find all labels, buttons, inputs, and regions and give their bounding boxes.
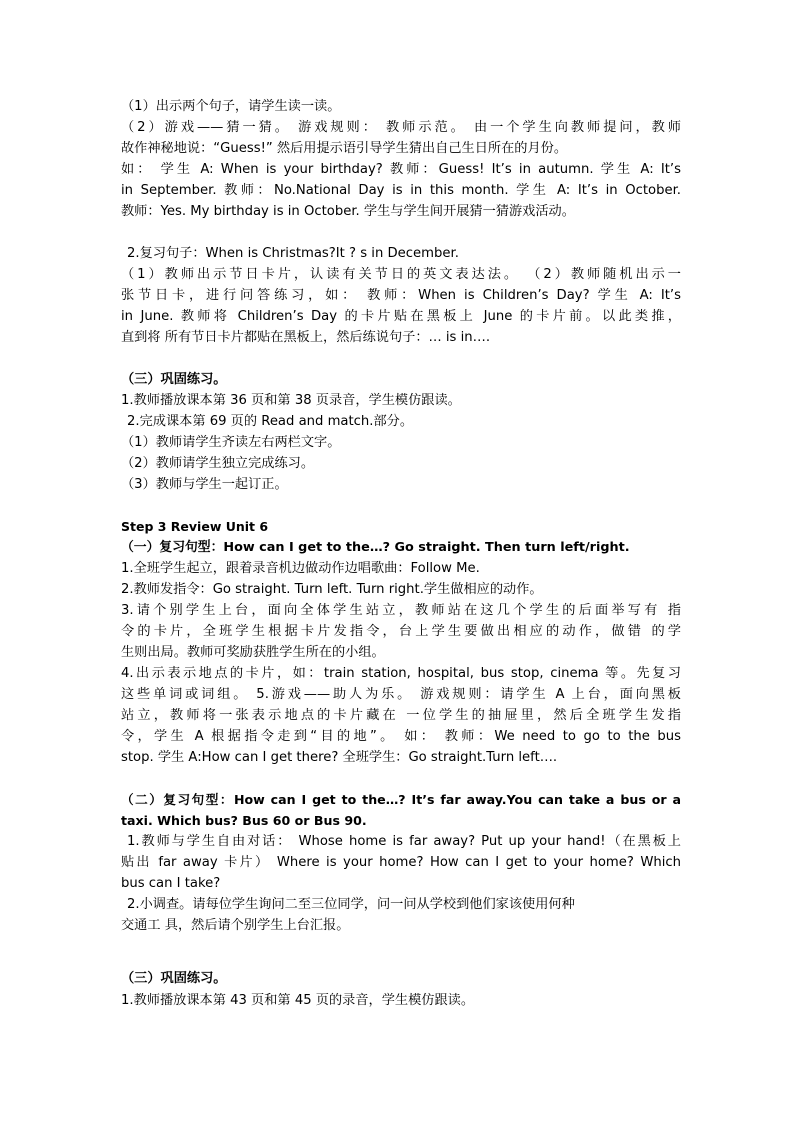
section-heading: （三）巩固练习。 — [121, 971, 227, 986]
text-line: 生则出局。教师可奖励获胜学生所在的小组。 — [121, 645, 385, 660]
text-line: 1.教师与学生自由对话： Whose home is far away? Put up your hand!（在黑板上 — [127, 834, 681, 849]
text-line: （1）教师出示节日卡片，认读有关节日的英文表达法。 （2）教师随机出示一 — [121, 267, 681, 282]
text-line: （1）教师请学生齐读左右两栏文字。 — [121, 435, 341, 450]
text-line: 4.出示表示地点的卡片，如：train station, hospital, bus stop, cinema 等。先复习 — [121, 666, 681, 681]
text-line: 2.教师发指令：Go straight. Turn left. Turn right.学生做相应的动作。 — [121, 582, 543, 597]
text-line: （1）出示两个句子，请学生读一读。 — [121, 99, 341, 114]
text-line: bus can I take? — [121, 876, 221, 891]
text-line: （2）教师请学生独立完成练习。 — [121, 456, 315, 471]
text-line: in June. 教师将 Children’s Day 的卡片贴在黑板上 June 的卡片前。以此类推， — [121, 309, 681, 324]
text-line: in September. 教师：No.National Day is in this month. 学生 A: It’s in October. — [121, 183, 681, 198]
text-line: 2.完成课本第 69 页的 Read and match.部分。 — [127, 414, 414, 429]
text-line: 直到将 所有节日卡片都贴在黑板上，然后练说句子：… is in…. — [121, 330, 491, 345]
step-heading: Step 3 Review Unit 6 — [121, 519, 269, 534]
text-line: 如： 学生 A: When is your birthday? 教师：Guess! It’s in autumn. 学生 A: It’s — [121, 162, 681, 177]
text-line: 贴出 far away 卡片） Where is your home? How can I get to your home? Which — [121, 855, 681, 870]
text-line: 3.请个别学生上台，面向全体学生站立，教师站在这几个学生的后面举写有 指 — [121, 603, 681, 618]
text-line: 1.全班学生起立，跟着录音机边做动作边唱歌曲：Follow Me. — [121, 561, 480, 576]
text-line: 教师：Yes. My birthday is in October. 学生与学生间开展猜一猜游戏活动。 — [121, 204, 575, 219]
text-line: 站立，教师将一张表示地点的卡片藏在 一位学生的抽屉里，然后全班学生发指 — [121, 708, 681, 723]
text-line: 令，学生 A 根据指令走到“目的地”。 如： 教师：We need to go to the bus — [121, 729, 681, 744]
section-heading: （一）复习句型：How can I get to the…? Go straight. Then turn left/right. — [121, 540, 630, 555]
text-line: 2.小调查。请每位学生询问二至三位同学，问一问从学校到他们家该使用何种 — [127, 897, 575, 912]
text-line: （2）游戏——猜一猜。 游戏规则： 教师示范。 由一个学生向教师提问，教师 — [121, 120, 681, 135]
text-line: 令的卡片，全班学生根据卡片发指令，台上学生要做出相应的动作，做错 的学 — [121, 624, 681, 639]
text-line: 故作神秘地说：“Guess!” 然后用提示语引导学生猜出自己生日所在的月份。 — [121, 141, 568, 156]
text-line: 这些单词或词组。 5.游戏——助人为乐。 游戏规则：请学生 A 上台，面向黑板 — [121, 687, 681, 702]
text-line: 1.教师播放课本第 36 页和第 38 页录音，学生模仿跟读。 — [121, 393, 461, 408]
text-line: （3）教师与学生一起订正。 — [121, 477, 288, 492]
section-heading: （三）巩固练习。 — [121, 372, 227, 387]
section-heading: （二）复习句型：How can I get to the…? It’s far away.You can take a bus or a — [121, 792, 681, 807]
text-line: 张节日卡，进行问答练习，如： 教师：When is Children’s Day? 学生 A: It’s — [121, 288, 681, 303]
section-heading: taxi. Which bus? Bus 60 or Bus 90. — [121, 813, 367, 828]
text-line: 交通工 具，然后请个别学生上台汇报。 — [121, 918, 350, 933]
text-line: stop. 学生 A:How can I get there? 全班学生：Go straight.Turn left…. — [121, 750, 558, 765]
text-line: 2.复习句子：When is Christmas?It ? s in December. — [127, 246, 459, 261]
text-line: 1.教师播放课本第 43 页和第 45 页的录音，学生模仿跟读。 — [121, 993, 475, 1008]
